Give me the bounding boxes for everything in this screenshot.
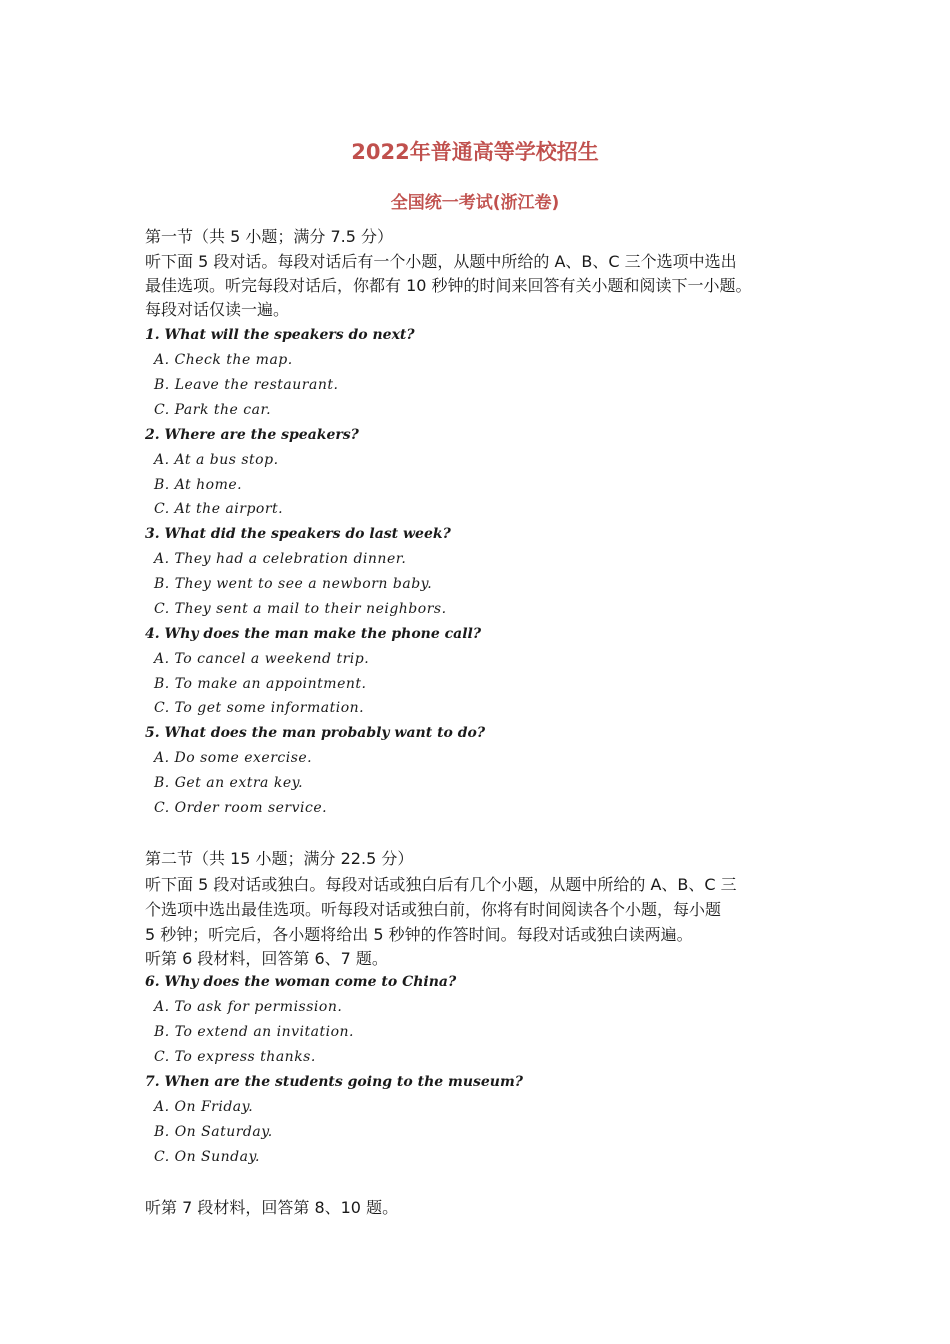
option-5c: C. Order room service. bbox=[154, 800, 328, 816]
option-7a: A. On Friday. bbox=[154, 1099, 254, 1115]
option-5b: B. Get an extra key. bbox=[154, 775, 304, 791]
option-2c: C. At the airport. bbox=[154, 501, 284, 517]
option-7b: B. On Saturday. bbox=[154, 1124, 273, 1140]
question-3: 3. What did the speakers do last week? bbox=[145, 526, 451, 542]
option-2b: B. At home. bbox=[154, 477, 243, 493]
section2-instruction: 5 秒钟；听完后，各小题将给出 5 秒钟的作答时间。每段对话或独白读两遍。 bbox=[145, 925, 693, 944]
section1-instruction: 每段对话仅读一遍。 bbox=[145, 300, 290, 319]
section1-instruction: 最佳选项。听完每段对话后，你都有 10 秒钟的时间来回答有关小题和阅读下一小题。 bbox=[145, 276, 752, 295]
option-4c: C. To get some information. bbox=[154, 700, 365, 716]
option-3a: A. They had a celebration dinner. bbox=[154, 551, 407, 567]
option-1b: B. Leave the restaurant. bbox=[154, 377, 339, 393]
option-3c: C. They sent a mail to their neighbors. bbox=[154, 601, 447, 617]
material-6-heading: 听第 6 段材料，回答第 6、7 题。 bbox=[145, 949, 388, 968]
question-6: 6. Why does the woman come to China? bbox=[145, 974, 457, 990]
option-4a: A. To cancel a weekend trip. bbox=[154, 651, 370, 667]
option-6a: A. To ask for permission. bbox=[154, 999, 343, 1015]
question-2: 2. Where are the speakers? bbox=[145, 427, 359, 443]
question-5: 5. What does the man probably want to do? bbox=[145, 725, 486, 741]
option-6c: C. To express thanks. bbox=[154, 1049, 316, 1065]
material-7-heading: 听第 7 段材料，回答第 8、10 题。 bbox=[145, 1198, 399, 1217]
section2-heading: 第二节（共 15 小题；满分 22.5 分） bbox=[145, 849, 414, 868]
option-1c: C. Park the car. bbox=[154, 402, 272, 418]
section1-instruction: 听下面 5 段对话。每段对话后有一个小题，从题中所给的 A、B、C 三个选项中选出 bbox=[145, 252, 737, 271]
section2-instruction: 听下面 5 段对话或独白。每段对话或独白后有几个小题，从题中所给的 A、B、C 三 bbox=[145, 875, 737, 894]
option-5a: A. Do some exercise. bbox=[154, 750, 313, 766]
option-2a: A. At a bus stop. bbox=[154, 452, 279, 468]
question-4: 4. Why does the man make the phone call? bbox=[145, 626, 482, 642]
section1-heading: 第一节（共 5 小题；满分 7.5 分） bbox=[145, 227, 393, 246]
option-3b: B. They went to see a newborn baby. bbox=[154, 576, 433, 592]
option-4b: B. To make an appointment. bbox=[154, 676, 367, 692]
document-title: 2022年普通高等学校招生 bbox=[351, 140, 599, 164]
section2-instruction: 个选项中选出最佳选项。听每段对话或独白前，你将有时间阅读各个小题，每小题 bbox=[145, 900, 722, 919]
option-1a: A. Check the map. bbox=[154, 352, 293, 368]
question-7: 7. When are the students going to the museum? bbox=[145, 1074, 523, 1090]
option-7c: C. On Sunday. bbox=[154, 1149, 260, 1165]
option-6b: B. To extend an invitation. bbox=[154, 1024, 355, 1040]
document-subtitle: 全国统一考试(浙江卷) bbox=[390, 193, 560, 213]
question-1: 1. What will the speakers do next? bbox=[145, 327, 415, 343]
